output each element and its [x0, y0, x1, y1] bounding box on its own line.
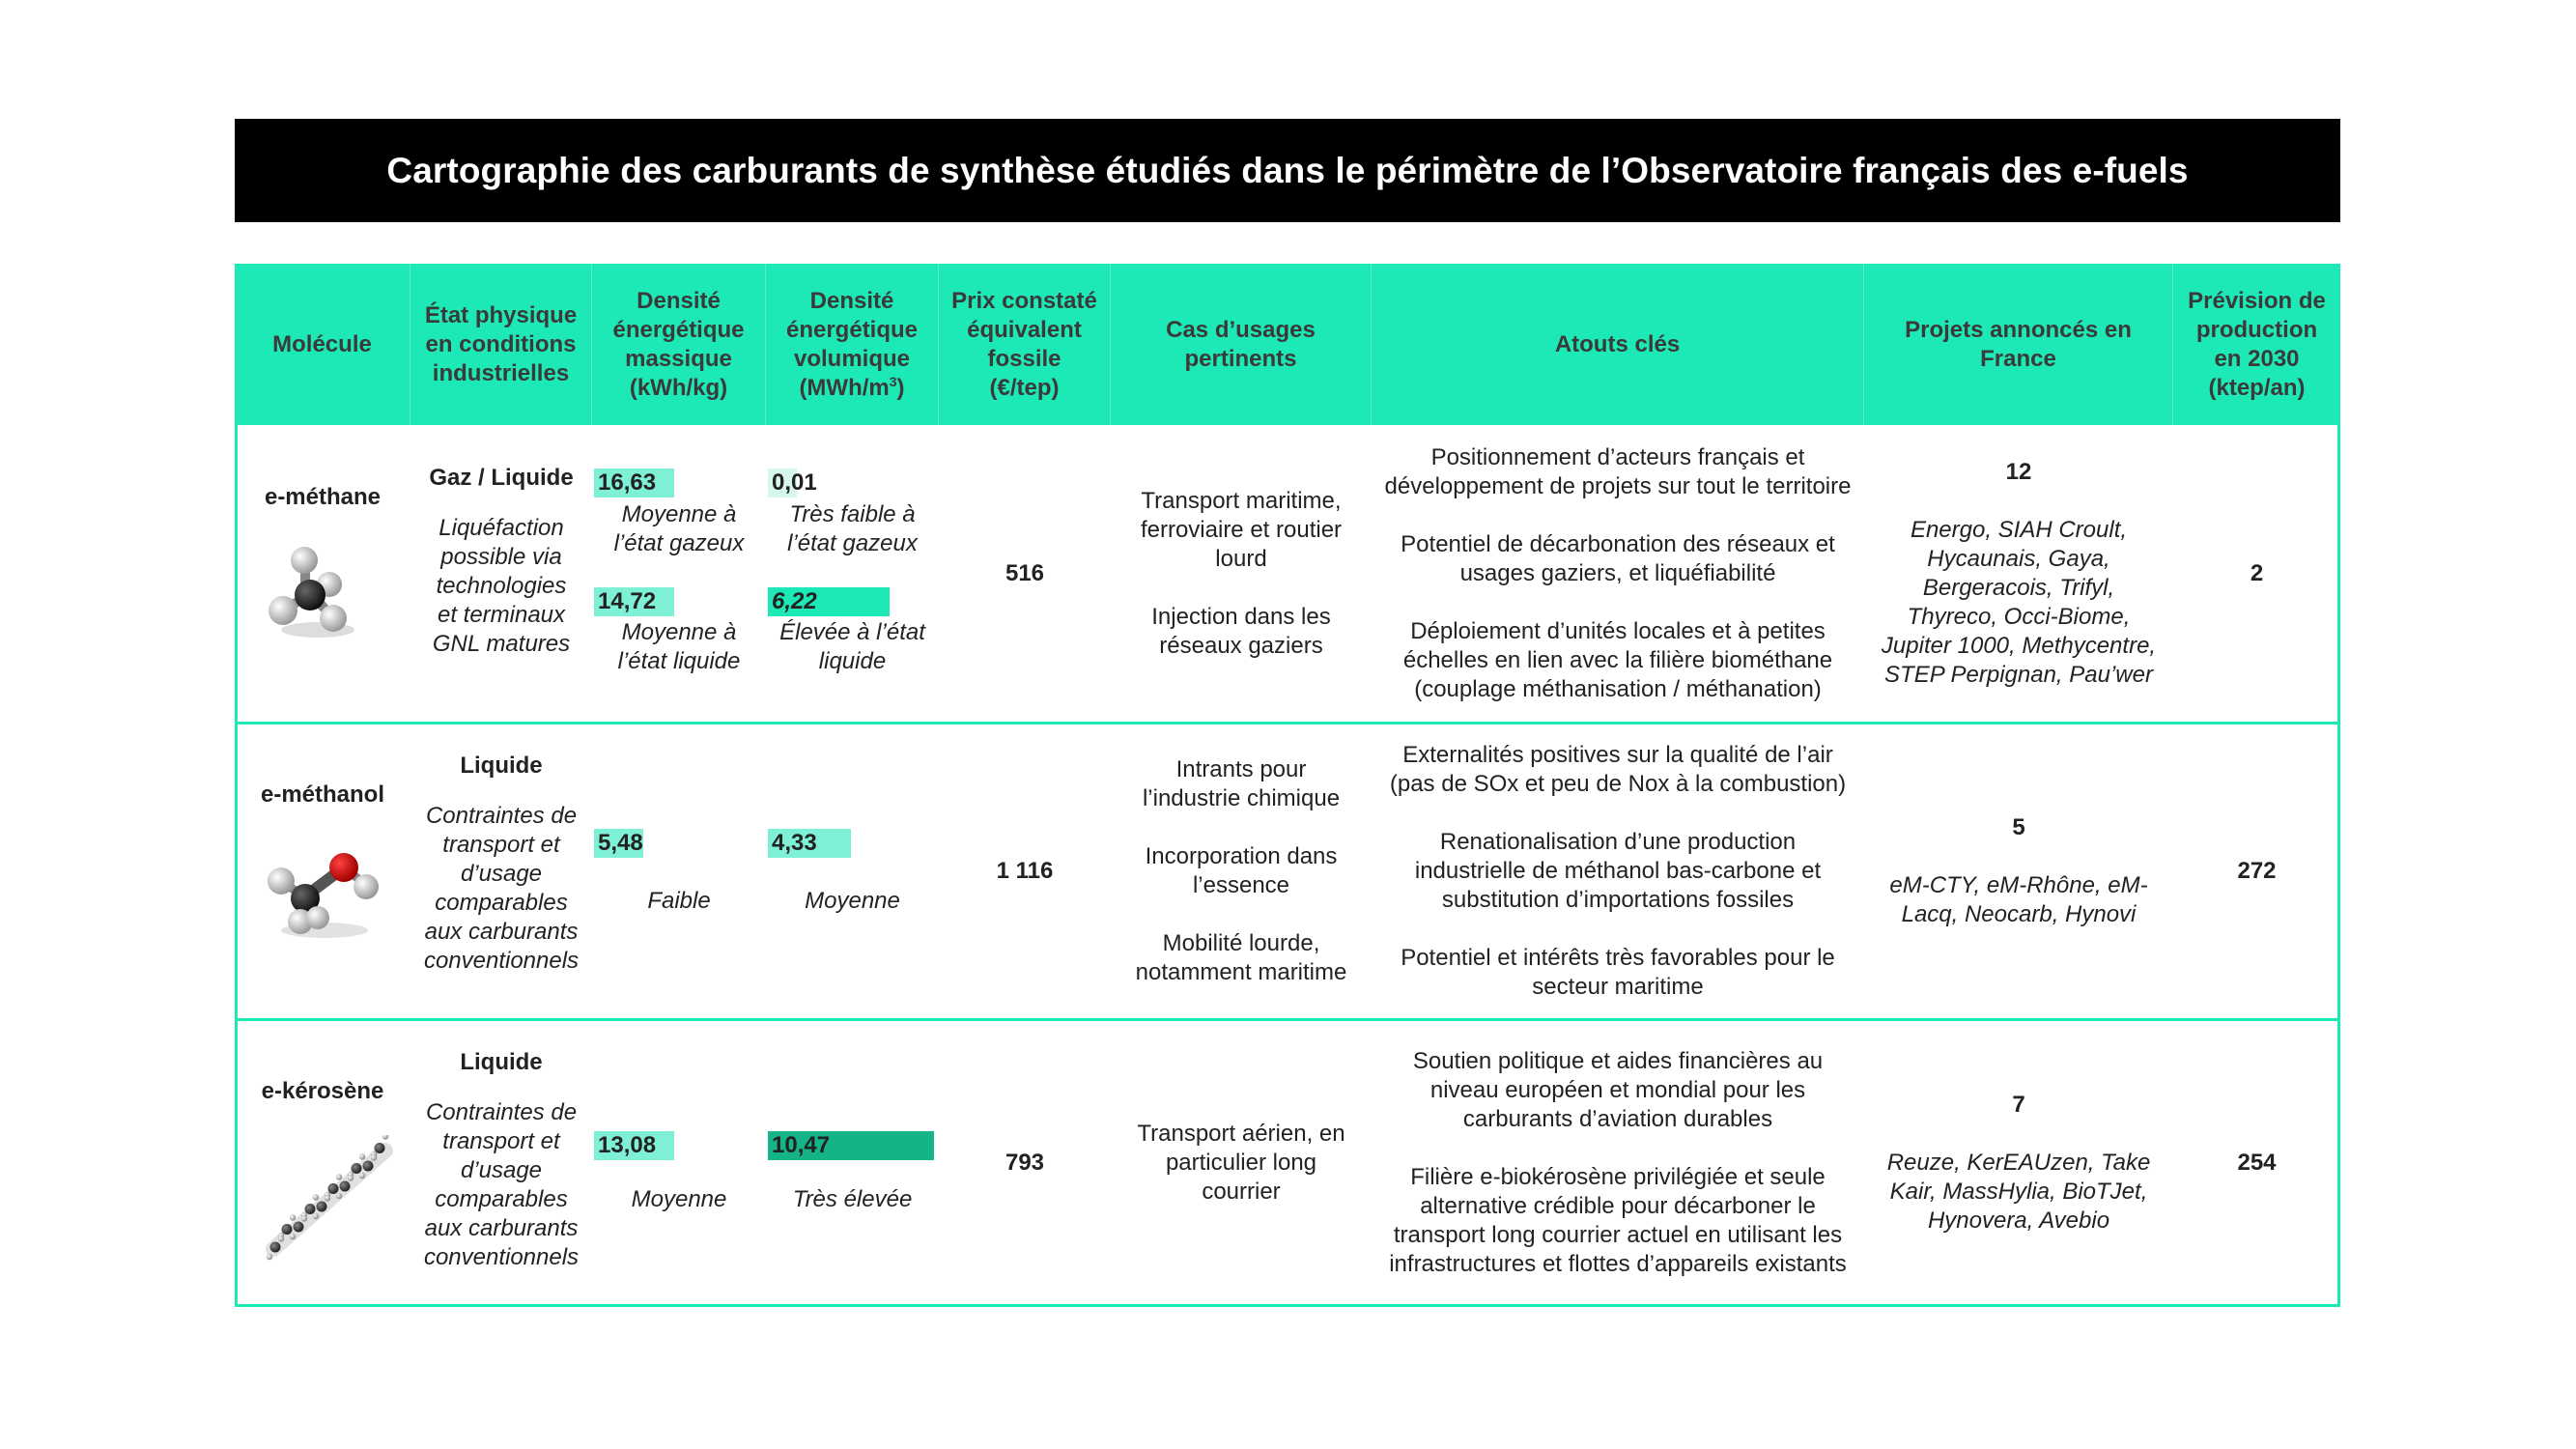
key-asset-line: Positionnement d’acteurs français et — [1430, 444, 1805, 470]
header-line: massique — [625, 345, 732, 372]
assets-cell — [1372, 723, 1864, 1019]
volume-density-cell — [766, 425, 939, 723]
key-asset-line: Filière e-biokérosène privilégiée et seule — [1410, 1164, 1826, 1190]
density-qualifier-line: Moyenne à — [621, 619, 737, 645]
header-line: État physique — [424, 301, 578, 328]
use-case — [1137, 1120, 1345, 1207]
header-projects-label — [1905, 316, 2132, 374]
header-line: énergétique — [785, 316, 919, 343]
key-asset-line: niveau européen et mondial pour les — [1430, 1077, 1806, 1103]
assets-cell — [1372, 1019, 1864, 1307]
projects-list-line: Bergeracois, Trifyl, — [1922, 575, 2115, 601]
state-note — [424, 802, 579, 976]
density-qualifier — [592, 887, 766, 916]
key-asset-line: carburants d’aviation durables — [1462, 1106, 1773, 1132]
molecule-cell — [235, 1019, 410, 1307]
state-note-line: GNL matures — [432, 631, 571, 657]
methanol-molecule-icon — [262, 838, 387, 952]
state-note-line: Contraintes de — [425, 1099, 578, 1125]
state-note — [424, 1098, 579, 1272]
state-note-line: aux carburants — [424, 919, 579, 945]
projects-cell — [1864, 723, 2173, 1019]
density-qualifier-line: l’état gazeux — [787, 530, 918, 556]
use-case — [1143, 755, 1340, 813]
molecule-name: e-kérosène — [261, 1078, 384, 1104]
volume-density-cell — [766, 723, 939, 1019]
header-uses — [1111, 264, 1372, 425]
state-note-line: possible via — [440, 544, 562, 570]
key-asset — [1401, 530, 1835, 588]
projects-list-line: STEP Perpignan, Pau’wer — [1884, 662, 2153, 688]
price-value: 1 116 — [996, 857, 1054, 884]
key-asset — [1385, 443, 1852, 501]
kerosene-molecule-icon — [262, 1135, 397, 1268]
projects-list-line: Energo, SIAH Croult, — [1910, 517, 2128, 543]
header-line: équivalent — [967, 316, 1082, 343]
use-case-line: particulier long — [1165, 1150, 1317, 1176]
header-line: Densité — [809, 287, 894, 314]
projects-list-line: Hynovera, Avebio — [1927, 1208, 2110, 1234]
header-line: Prix constaté — [951, 287, 1097, 314]
methane-molecule-icon — [262, 541, 368, 655]
density-value: 14,72 — [598, 588, 657, 614]
density-qualifier — [766, 1185, 939, 1214]
state-note-line: d’usage — [460, 861, 543, 887]
projects-list-line: Hycaunais, Gaya, — [1927, 546, 2110, 572]
use-case — [1136, 929, 1347, 987]
use-case-line: Intrants pour — [1175, 755, 1307, 782]
key-asset-line: alternative crédible pour décarboner le — [1420, 1193, 1816, 1219]
key-asset — [1413, 1047, 1823, 1134]
key-asset-line: échelles en lien avec la filière biométhane — [1402, 647, 1833, 673]
unit-suffix: ) — [896, 374, 905, 401]
key-asset-line: Potentiel de décarbonation des réseaux et — [1401, 531, 1835, 557]
state-note-line: aux carburants — [424, 1215, 579, 1241]
projects-count: 5 — [2012, 813, 2025, 840]
density-qualifier-line: liquide — [818, 648, 887, 674]
production-cell — [2173, 425, 2340, 723]
use-case-line: réseaux gaziers — [1159, 633, 1323, 659]
header-state-label — [425, 301, 577, 388]
use-case-line: ferroviaire et routier — [1140, 517, 1343, 543]
density-qualifier — [592, 500, 766, 558]
projects-list-line: Jupiter 1000, Methycentre, — [1881, 633, 2157, 659]
key-asset-line: Soutien politique et aides financières au — [1412, 1048, 1824, 1074]
molecule-name: e-méthanol — [260, 781, 384, 808]
state-cell — [410, 723, 592, 1019]
key-asset-line: (pas de SOx et peu de Nox à la combustion) — [1389, 770, 1847, 797]
state-note-line: Liquéfaction — [439, 515, 564, 541]
price-cell — [939, 1019, 1111, 1307]
header-assets-label: Atouts clés — [1554, 330, 1681, 357]
uses-cell — [1111, 1019, 1372, 1307]
key-asset — [1403, 617, 1832, 704]
projects-cell — [1864, 1019, 2173, 1307]
key-asset-line: industrielle de méthanol bas-carbone et — [1414, 857, 1822, 884]
molecule-cell — [235, 723, 410, 1019]
price-cell — [939, 723, 1111, 1019]
header-line: en conditions — [425, 330, 577, 357]
use-case-line: Transport maritime, — [1141, 488, 1342, 514]
header-line: Prévision de — [2188, 287, 2326, 314]
projects-list — [1887, 1149, 2151, 1236]
density-qualifier — [592, 1185, 766, 1214]
key-asset-line: usages gaziers, et liquéfiabilité — [1459, 560, 1776, 586]
state-note-line: Contraintes de — [425, 803, 578, 829]
density-value: 0,01 — [772, 469, 817, 496]
production-value: 272 — [2237, 857, 2277, 884]
header-volume-density — [766, 264, 939, 425]
header-line: Projets annoncés en — [1905, 316, 2132, 343]
production-cell — [2173, 1019, 2340, 1307]
header-projects — [1864, 264, 2173, 425]
state-cell — [410, 1019, 592, 1307]
header-uses-label — [1166, 316, 1316, 374]
key-asset-line: secteur maritime — [1532, 973, 1704, 1000]
title-bar — [235, 119, 2340, 222]
state-note-line: transport et — [442, 1128, 560, 1154]
header-line: Cas d’usages — [1166, 316, 1316, 343]
header-line: production — [2195, 316, 2318, 343]
key-asset-line: Déploiement d’unités locales et à petites — [1410, 618, 1826, 644]
header-molecule — [235, 264, 410, 425]
header-line: industrielles — [432, 359, 570, 386]
header-molecule-label: Molécule — [272, 330, 372, 357]
key-asset-line: Renationalisation d’une production — [1439, 828, 1797, 855]
state-cell — [410, 425, 592, 723]
density-value: 5,48 — [598, 830, 643, 856]
header-volume-density-label — [786, 287, 918, 403]
header-mass-density-label — [612, 287, 744, 403]
use-case-line: l’industrie chimique — [1142, 784, 1341, 811]
header-state — [410, 264, 592, 425]
header-line: (€/tep) — [989, 374, 1060, 401]
density-qualifier-line: Très élevée — [792, 1186, 913, 1212]
state-title: Liquide — [460, 1049, 543, 1075]
density-qualifier — [592, 618, 766, 676]
key-asset-line: transport long courrier actuel en utilisant les — [1393, 1222, 1843, 1248]
projects-list-line: Thyreco, Occi-Biome, — [1907, 604, 2131, 630]
projects-list-line: Lacq, Neocarb, Hynovi — [1901, 900, 2137, 927]
price-value: 793 — [1005, 1150, 1045, 1176]
production-value: 2 — [2250, 560, 2264, 586]
use-case-line: l’essence — [1192, 871, 1290, 898]
key-asset — [1390, 741, 1846, 799]
key-asset-line: infrastructures et flottes d’appareils existants — [1389, 1251, 1847, 1277]
efuels-table — [235, 264, 2340, 1307]
density-qualifier-line: l’état liquide — [617, 648, 741, 674]
state-note-line: comparables — [435, 1186, 568, 1212]
molecule-cell — [235, 425, 410, 723]
key-asset — [1389, 1163, 1847, 1279]
header-line: fossile — [987, 345, 1062, 372]
key-asset — [1401, 944, 1835, 1002]
header-line: énergétique — [612, 316, 745, 343]
density-value: 4,33 — [772, 830, 817, 856]
header-line: Densité — [637, 287, 721, 314]
page-title: Cartographie des carburants de synthèse étudiés dans le périmètre de l’Observatoire français des e-fuels — [386, 150, 2189, 190]
state-note-line: transport et — [442, 832, 560, 858]
molecule-name: e-méthane — [264, 484, 382, 510]
projects-list-line: eM-CTY, eM-Rhône, eM- — [1889, 871, 2148, 898]
state-note-line: comparables — [435, 890, 568, 916]
use-case-line: courrier — [1202, 1179, 1281, 1205]
density-qualifier-line: Faible — [647, 888, 711, 914]
unit-prefix: (MWh/m — [799, 374, 890, 401]
use-case — [1151, 603, 1330, 661]
use-case-line: Mobilité lourde, — [1162, 929, 1320, 956]
state-title: Gaz / Liquide — [429, 465, 574, 491]
use-case-line: Transport aérien, en — [1137, 1121, 1345, 1147]
projects-cell — [1864, 425, 2173, 723]
table-row — [235, 1019, 2340, 1307]
assets-cell — [1372, 425, 1864, 723]
header-line: en 2030 — [2214, 345, 2300, 372]
state-note-line: d’usage — [460, 1157, 543, 1183]
header-production-label — [2188, 287, 2326, 403]
mass-density-cell — [592, 425, 766, 723]
unit-superscript: 3 — [889, 373, 897, 389]
density-value: 6,22 — [772, 588, 817, 614]
state-note-line: technologies — [436, 573, 567, 599]
key-asset-line: développement de projets sur tout le territoire — [1384, 473, 1852, 499]
price-value: 516 — [1005, 560, 1045, 586]
density-value: 13,08 — [598, 1132, 657, 1158]
projects-count: 7 — [2012, 1092, 2025, 1118]
use-case-line: Injection dans les — [1151, 604, 1331, 630]
table-row — [235, 425, 2340, 723]
uses-cell — [1111, 425, 1372, 723]
price-cell — [939, 425, 1111, 723]
density-qualifier-line: Très faible à — [789, 501, 916, 527]
projects-list — [1889, 871, 2147, 929]
state-note — [433, 514, 570, 659]
key-asset-line: Externalités positives sur la qualité de l’air — [1402, 741, 1833, 768]
production-cell — [2173, 723, 2340, 1019]
projects-list-line: Reuze, KerEAUzen, Take — [1886, 1150, 2151, 1176]
mass-density-cell — [592, 723, 766, 1019]
projects-list-line: Kair, MassHylia, BioTJet, — [1889, 1179, 2148, 1205]
use-case — [1146, 842, 1338, 900]
use-case — [1141, 487, 1342, 574]
key-asset-line: (couplage méthanisation / méthanation) — [1414, 676, 1822, 702]
density-qualifier — [766, 887, 939, 916]
header-price-label — [951, 287, 1097, 403]
header-production — [2173, 264, 2340, 425]
state-note-line: conventionnels — [423, 1244, 580, 1270]
header-line — [786, 374, 918, 403]
header-line: pertinents — [1184, 345, 1297, 372]
density-qualifier — [766, 500, 939, 558]
table-header — [235, 264, 2340, 425]
state-note-line: et terminaux — [437, 602, 566, 628]
header-line: (kWh/kg) — [629, 374, 728, 401]
header-assets — [1372, 264, 1864, 425]
use-case-line: Incorporation dans — [1145, 842, 1338, 869]
key-asset-line: substitution d’importations fossiles — [1441, 886, 1795, 913]
production-value: 254 — [2237, 1150, 2277, 1176]
density-qualifier-line: Moyenne — [805, 888, 900, 914]
key-asset-line: Potentiel et intérêts très favorables pour le — [1401, 944, 1835, 971]
density-qualifier-line: Moyenne à — [621, 501, 737, 527]
use-case-line: notamment maritime — [1135, 958, 1347, 985]
density-qualifier — [766, 618, 939, 676]
mass-density-cell — [592, 1019, 766, 1307]
density-qualifier-line: Élevée à l’état — [779, 619, 925, 645]
header-mass-density — [592, 264, 766, 425]
key-asset — [1415, 828, 1821, 915]
projects-count: 12 — [2005, 459, 2032, 485]
state-note-line: conventionnels — [423, 948, 580, 974]
table-row — [235, 723, 2340, 1019]
header-line: France — [1980, 345, 2056, 372]
density-value: 10,47 — [772, 1132, 831, 1158]
projects-list — [1882, 516, 2156, 690]
density-value: 16,63 — [598, 469, 657, 496]
density-qualifier-line: Moyenne — [631, 1186, 727, 1212]
header-line: volumique — [793, 345, 910, 372]
use-case-line: lourd — [1215, 546, 1267, 572]
state-title: Liquide — [460, 753, 543, 779]
uses-cell — [1111, 723, 1372, 1019]
header-line: (ktep/an) — [2208, 374, 2306, 401]
volume-density-cell — [766, 1019, 939, 1307]
header-price — [939, 264, 1111, 425]
density-qualifier-line: l’état gazeux — [613, 530, 745, 556]
